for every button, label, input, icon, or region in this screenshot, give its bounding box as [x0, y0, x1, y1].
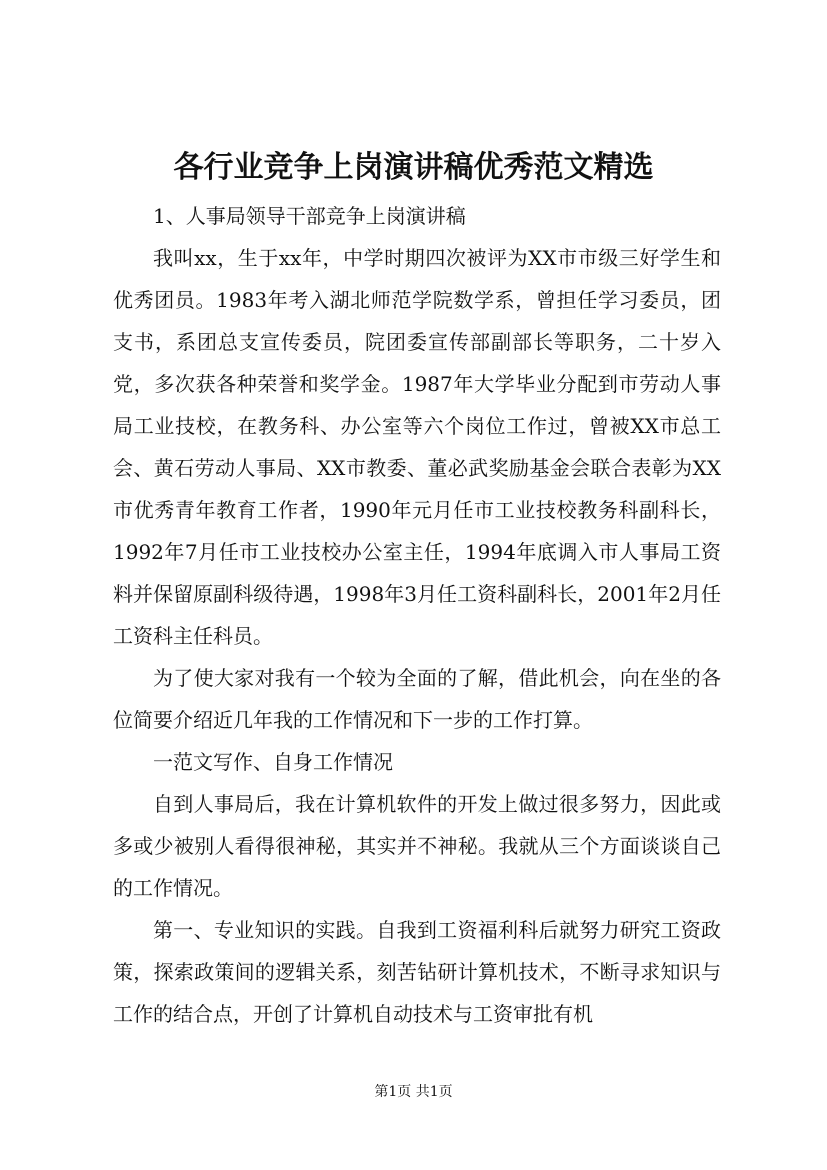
document-title: 各行业竞争上岗演讲稿优秀范文精选 [173, 150, 654, 185]
paragraph: 为了使大家对我有一个较为全面的了解，借此机会，向在坐的各位简要介绍近几年我的工作情况和下一步的工作打算。 [113, 666, 721, 732]
paragraph: 第一、专业知识的实践。自我到工资福利科后就努力研究工资政策，探索政策间的逻辑关系，刻苦钻研计算机技术，不断寻求知识与工作的结合点，开创了计算机自动技术与工资审批有机 [113, 918, 721, 1026]
section-heading: 1、人事局领导干部竞争上岗演讲稿 [153, 204, 466, 228]
paragraph: 我叫xx，生于xx年，中学时期四次被评为XX市市级三好学生和优秀团员。1983年考入湖北师范学院数学系，曾担任学习委员，团支书，系团总支宣传委员，院团委宣传部副部长等职务，二十岁入党，多次获各种荣誉和奖学金。1987年大学毕业分配到市劳动人事局工业技校，在教务科、办公室等六个岗位工作过，曾被XX市总工会、黄石劳动人事局、XX市教委、董必武奖励基金会联合表彰为XX市优秀青年教育工作者，1990年元月任市工业技校教务科副科长，1992年7月任市工业技校办公室主任，1994年底调入市人事局工资料并保留原副科级待遇，1998年3月任工资科副科长，2001年2月任工资科主任科员。 [113, 246, 721, 648]
section-heading: 一范文写作、自身工作情况 [153, 750, 393, 774]
page-footer: 第1页 共1页 [374, 1084, 453, 1100]
document-body [113, 195, 721, 1035]
paragraph: 自到人事局后，我在计算机软件的开发上做过很多努力，因此或多或少被别人看得很神秘，其实并不神秘。我就从三个方面谈谈自己的工作情况。 [113, 792, 721, 900]
